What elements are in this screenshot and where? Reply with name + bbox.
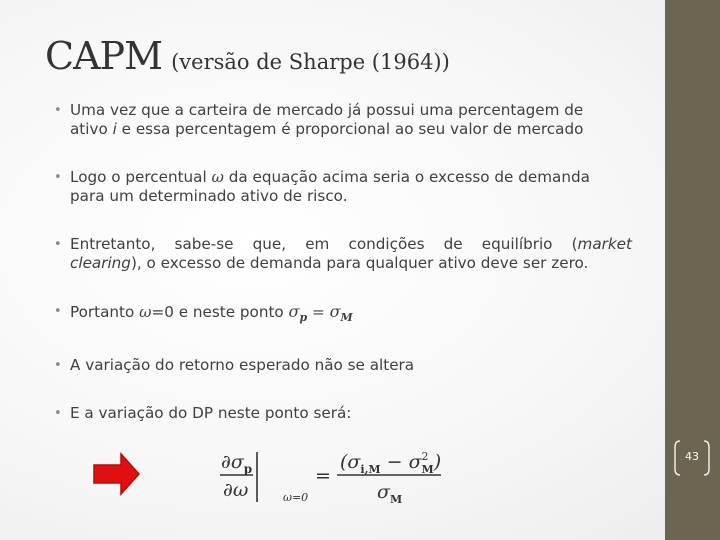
- lhs-numerator: $\partial\sigma_p$: [221, 451, 253, 476]
- bullet-dot-icon: •: [54, 304, 62, 319]
- bullet-dot-icon: •: [54, 103, 62, 118]
- equation-equals: =: [315, 465, 331, 487]
- bullet-2: [52, 168, 632, 206]
- bullet-1-line-1: Uma vez que a carteira de mercado já possui uma percentagem de: [70, 101, 584, 119]
- bullet-4: [52, 302, 632, 327]
- bullet-2-text-a: Logo o percentual: [70, 168, 212, 186]
- bullet-6-text: E a variação do DP neste ponto será:: [70, 404, 352, 423]
- bullet-6: [52, 404, 632, 423]
- bullet-4-text-b: =0 e neste ponto: [151, 303, 289, 321]
- bullet-3: [52, 235, 632, 273]
- bullet-1-line-2a: ativo: [70, 120, 113, 138]
- title-main: CAPM: [45, 34, 162, 78]
- bullet-2-text-b: da equação acima seria o excesso de demanda: [223, 168, 590, 186]
- bullet-5-text: A variação do retorno esperado não se altera: [70, 356, 415, 375]
- rhs-numerator: ($\sigma_{i,M} - \sigma^2$ M): [340, 450, 442, 476]
- bullet-dot-icon: •: [54, 406, 62, 422]
- bullet-dot-icon: •: [54, 237, 62, 252]
- equals-sign: =: [307, 303, 330, 321]
- bullet-3-italic-market: market: [577, 235, 632, 253]
- derivative-equation: [215, 440, 455, 510]
- title-subtitle: (versão de Sharpe (1964)): [171, 50, 450, 74]
- bullet-3-text-b: ), o excesso de demanda para qualquer ativo deve ser zero.: [130, 254, 589, 272]
- rhs-denominator: $\sigma_M$: [377, 481, 403, 506]
- bullet-3-italic-clearing: clearing: [70, 254, 131, 272]
- bullet-1-line-2b: e essa percentagem é proporcional ao seu valor de mercado: [116, 120, 584, 138]
- slide-title: [45, 34, 450, 78]
- bullet-dot-icon: •: [54, 170, 62, 185]
- omega-symbol: ω: [139, 303, 152, 321]
- bullet-3-text-a: Entretanto, sabe-se que, em condições de equilíbrio (: [70, 235, 578, 253]
- bullet-dot-icon: •: [54, 358, 62, 374]
- bullet-4-text-a: Portanto: [70, 303, 140, 321]
- red-arrow-icon: [93, 452, 141, 496]
- bullet-2-line-2: para um determinado ativo de risco.: [70, 187, 348, 205]
- slide-number: 43: [685, 450, 699, 463]
- bullet-3-line-2: [70, 254, 632, 273]
- lhs-denominator: ∂ω: [223, 479, 249, 501]
- omega-symbol: ω: [211, 168, 224, 186]
- evaluation-point: ω=0: [283, 491, 309, 504]
- sigma-p-symbol: $\sigma_p$: [288, 302, 308, 325]
- bullet-3-line-1: [70, 235, 632, 254]
- bullet-1: [52, 101, 632, 139]
- bullet-5: [52, 356, 632, 375]
- slide-number-badge: [672, 439, 712, 477]
- sigma-m-symbol: $\sigma_M$: [329, 302, 353, 325]
- bullet-list: [52, 101, 632, 423]
- bullet-1-italic-i: i: [112, 120, 117, 138]
